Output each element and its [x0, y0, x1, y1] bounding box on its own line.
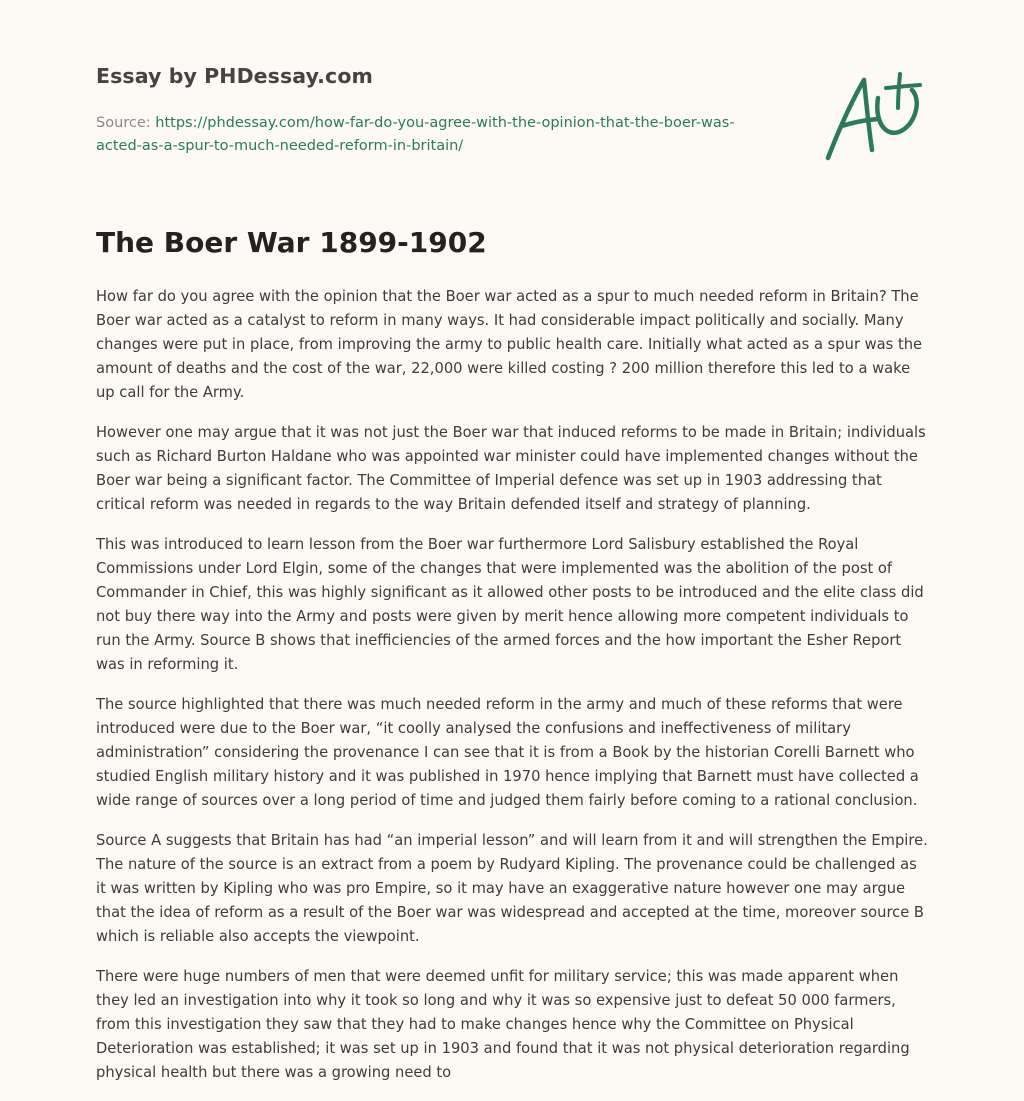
- essay-paragraph: Source A suggests that Britain has had “an imperial lesson” and will learn from it and will strengthen the Empire. The nature of the source is an extract from a poem by Rudyard Kipling. The provenance could be challenged as it was written by Kipling who was pro Empire, so it may have an exaggerative nature however one may argue that the idea of reform as a result of the Boer war was widespread and accepted at the time, moreover source B which is reliable also accepts the viewpoint.: [96, 832, 928, 945]
- essay-paragraph: How far do you agree with the opinion that the Boer war acted as a spur to much needed reform in Britain? The Boer war acted as a catalyst to reform in many ways. It had considerable impact politically and socially. Many changes were put in place, from improving the army to public health care. Initially what acted as a spur was the amount of deaths and the cost of the war, 22,000 were killed costing ? 200 million therefore this led to a wake up call for the Army.: [96, 288, 923, 401]
- source-link[interactable]: https://phdessay.com/how-far-do-you-agree-with-the-opinion-that-the-boer-was-acted-as-a-spur-to-much-needed-reform-in-britain/: [96, 115, 735, 154]
- essay-title: The Boer War 1899-1902: [96, 226, 487, 259]
- essay-body: [96, 285, 931, 1101]
- essay-paragraph: There were huge numbers of men that were deemed unfit for military service; this was made apparent when they led an investigation into why it took so long and why it was so expensive just to defeat 50 000 farmers, from this investigation they saw that they had to make changes hence why the Committee on Physical Deterioration was established; it was set up in 1903 and found that it was not physical deterioration regarding physical health but there was a growing need to: [96, 968, 910, 1081]
- essay-paragraph: This was introduced to learn lesson from the Boer war furthermore Lord Salisbury established the Royal Commissions under Lord Elgin, some of the changes that were implemented was the abolition of the post of Commander in Chief, this was highly significant as it allowed other posts to be introduced and the elite class did not buy there way into the Army and posts were given by merit hence allowing more competent individuals to run the Army. Source B shows that inefficiencies of the armed forces and the how important the Esher Report was in reforming it.: [96, 536, 924, 673]
- source-label: Source:: [96, 115, 156, 131]
- a-plus-grade-icon: [820, 70, 928, 166]
- source-line: [96, 112, 756, 158]
- essay-paragraph: The source highlighted that there was much needed reform in the army and much of these reforms that were introduced were due to the Boer war, “it coolly analysed the confusions and ineffectiveness of military administration” considering the provenance I can see that it is from a Book by the historian Corelli Barnett who studied English military history and it was published in 1970 hence implying that Barnett must have collected a wide range of sources over a long period of time and judged them fairly before coming to a rational conclusion.: [96, 696, 919, 809]
- essay-paragraph: However one may argue that it was not just the Boer war that induced reforms to be made in Britain; individuals such as Richard Burton Haldane who was appointed war minister could have implemented changes without the Boer war being a significant factor. The Committee of Imperial defence was set up in 1903 addressing that critical reform was needed in regards to the way Britain defended itself and strategy of planning.: [96, 424, 926, 513]
- site-brand: Essay by PHDessay.com: [96, 64, 373, 88]
